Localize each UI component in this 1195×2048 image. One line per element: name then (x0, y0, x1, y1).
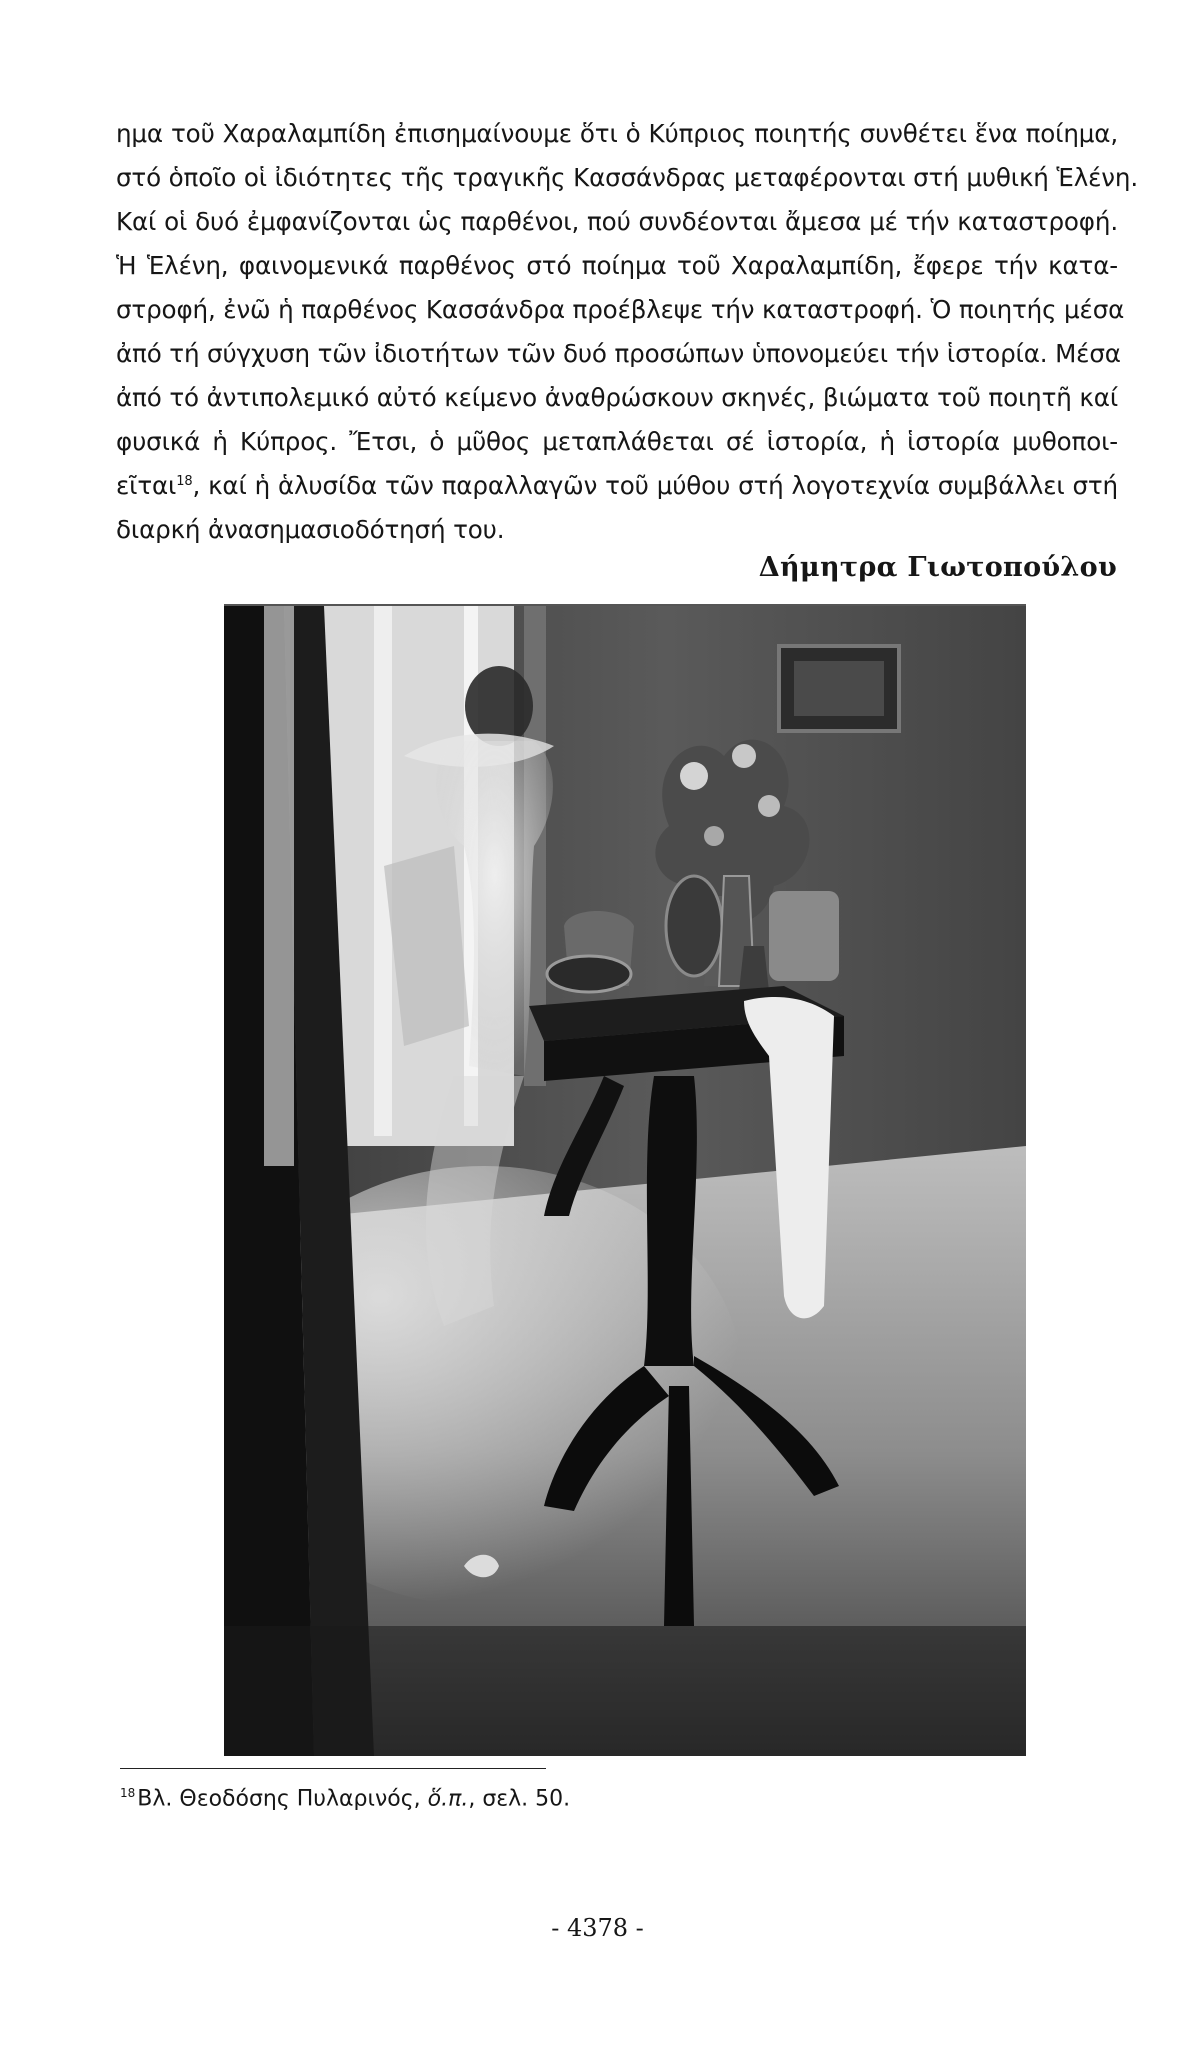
text-line (116, 464, 1118, 508)
painting-svg (224, 606, 1026, 1756)
text-line: ημα τοῦ Χαραλαμπίδη ἐπισημαίνουμε ὅτι ὁ Κύπριος ποιητής συνθέτει ἕνα ποίημα, (116, 119, 1118, 148)
text-line: διαρκή ἀνασημασιοδότησή του. (116, 515, 505, 544)
footnote-divider (120, 1768, 546, 1769)
footnote-reference[interactable]: 18 (176, 473, 193, 489)
text-line: στό ὁποῖο οἱ ἰδιότητες τῆς τραγικῆς Κασσάνδρας μεταφέρονται στή μυθική Ἑλένη. (116, 163, 1138, 192)
author-signature: Δήμητρα Γιωτοπούλου (758, 552, 1117, 583)
text-line: στροφή, ἐνῶ ἡ παρθένος Κασσάνδρα προέβλεψε τήν καταστροφή. Ὁ ποιητής μέσα (116, 295, 1125, 324)
text-line: Ἡ Ἑλένη, φαινομενικά παρθένος στό ποίημα τοῦ Χαραλαμπίδη, ἔφερε τήν κατα- (116, 251, 1118, 280)
footnote-text: Βλ. Θεοδόσης Πυλαρινός, (137, 1786, 428, 1812)
text-line: ἀπό τή σύγχυση τῶν ἰδιοτήτων τῶν δυό προσώπων ὑπονομεύει τήν ἱστορία. Μέσα (116, 339, 1121, 368)
small-cup (739, 946, 769, 991)
footnote (120, 1786, 570, 1811)
text-fragment: εῖται (116, 471, 177, 500)
text-fragment: , καί ἡ ἁλυσίδα τῶν παραλλαγῶν τοῦ μύθου στή λογοτεχνία συμβάλλει στή (192, 471, 1118, 500)
bowl (547, 956, 631, 992)
text-line: φυσικά ἡ Κύπρος. Ἔτσι, ὁ μῦθος μεταπλάθεται σέ ἱστορία, ἡ ἱστορία μυθοποι- (116, 427, 1118, 456)
floor-shadow (224, 1626, 1026, 1756)
footnote-italic: ὅ.π. (427, 1786, 469, 1812)
article-body (116, 112, 1138, 552)
table-stem (644, 1076, 697, 1366)
text-line: ἀπό τό ἀντιπολεμικό αὐτό κείμενο ἀναθρώσκουν σκηνές, βιώματα τοῦ ποιητῆ καί (116, 383, 1118, 412)
footnote-number: 18 (120, 1786, 136, 1800)
text-line: Καί οἱ δυό ἐμφανίζονται ὡς παρθένοι, πού συνδέονται ἄμεσα μέ τήν καταστροφή. (116, 207, 1118, 236)
jar (769, 891, 839, 981)
wall-picture-canvas (794, 661, 884, 716)
painting-illustration (224, 604, 1026, 1756)
window-shutter (264, 606, 294, 1166)
table-leg (664, 1386, 694, 1626)
footnote-tail: , σελ. 50. (468, 1786, 571, 1812)
page-number: - 4378 - (551, 1914, 644, 1942)
plate-dish (666, 876, 722, 976)
